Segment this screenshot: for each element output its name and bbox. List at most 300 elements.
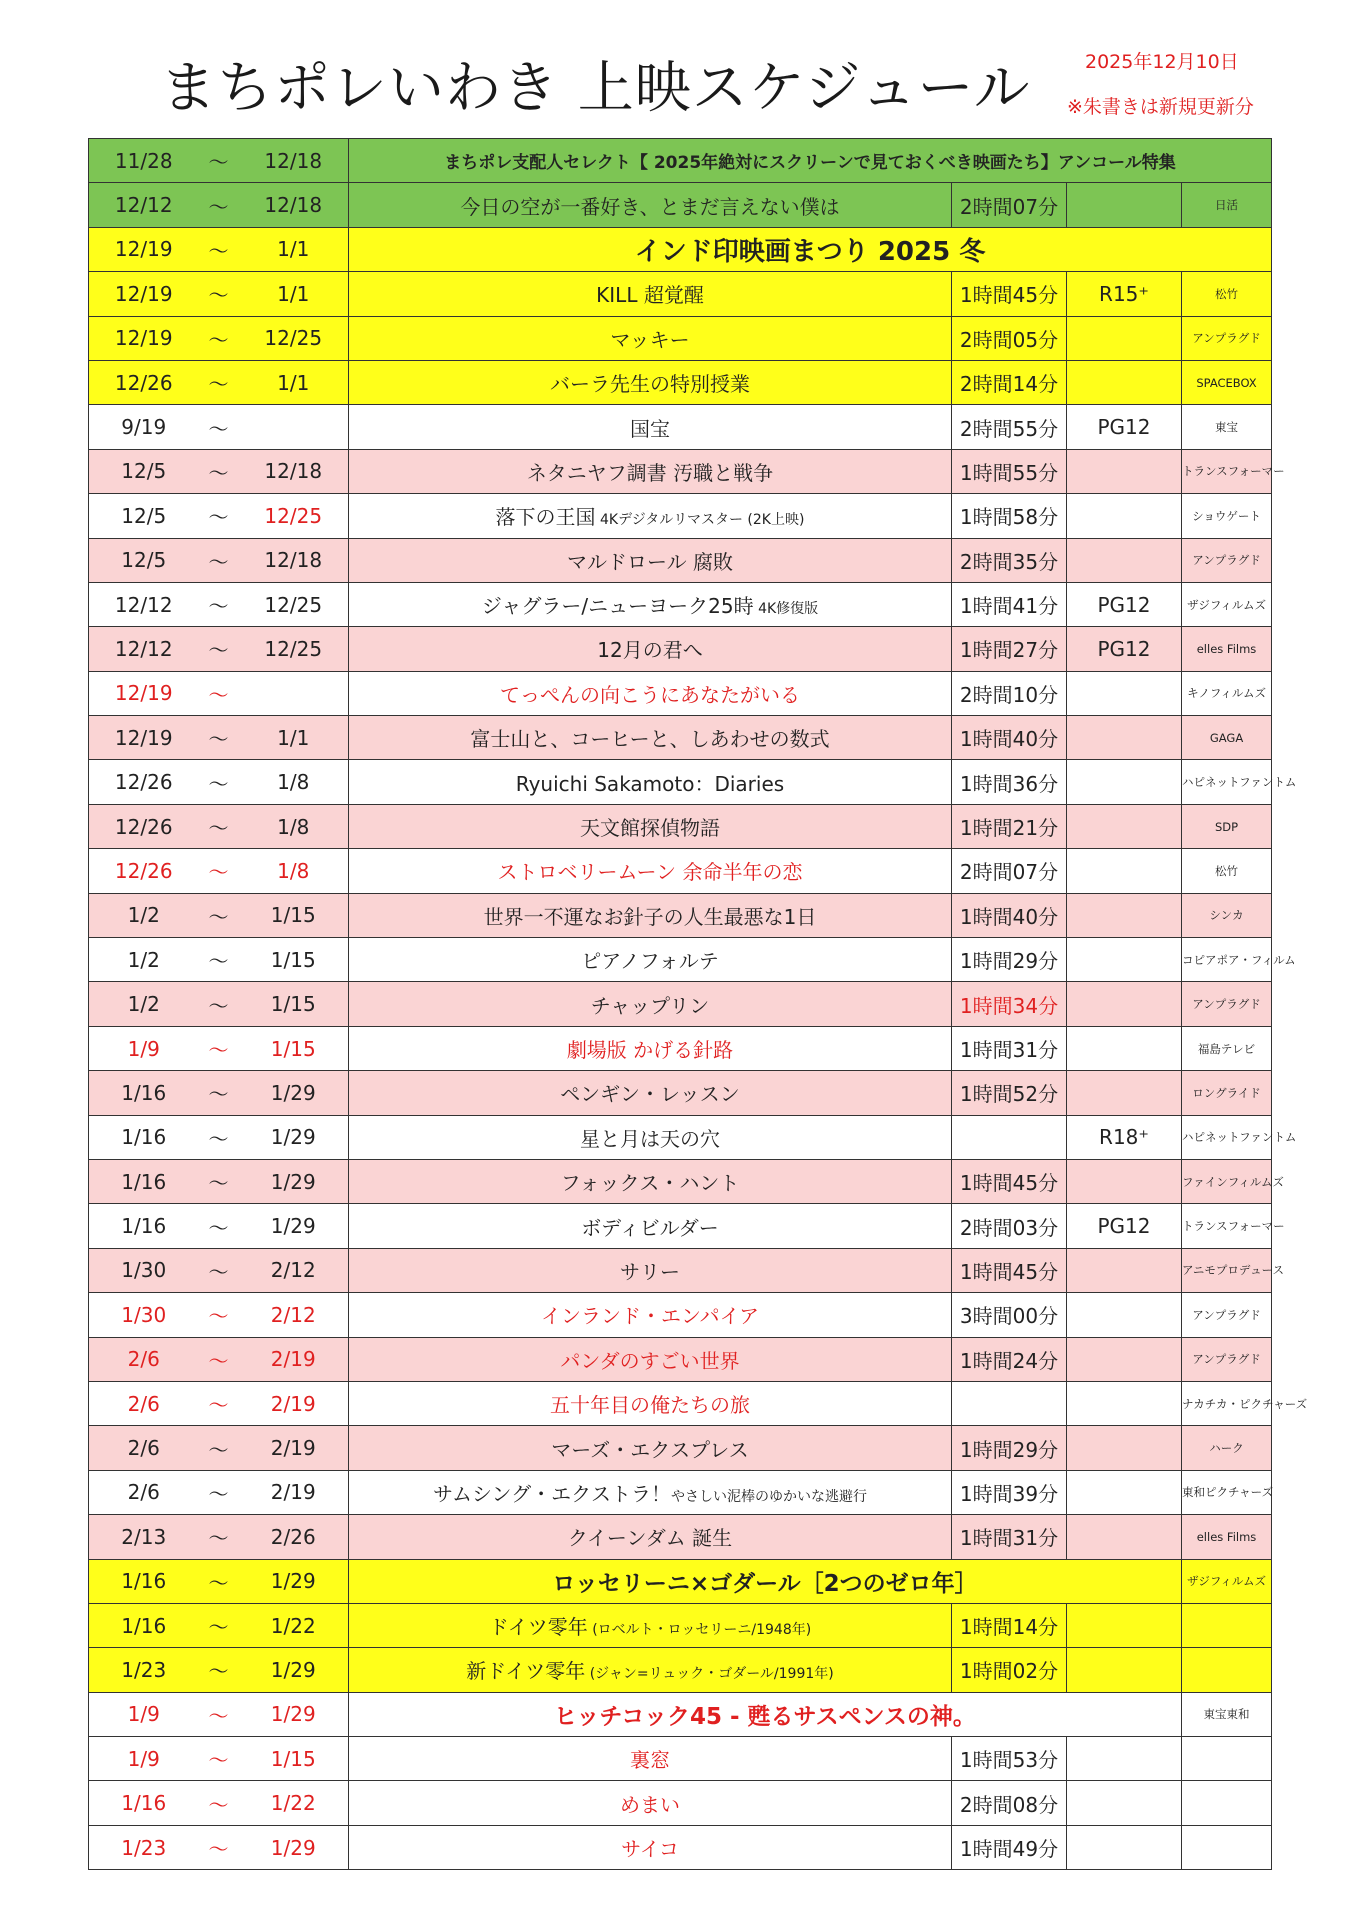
rating xyxy=(1067,1603,1182,1647)
schedule-row xyxy=(89,938,1272,982)
start-date: 12/26 xyxy=(89,360,199,404)
schedule-row xyxy=(89,1781,1272,1825)
schedule-row xyxy=(89,183,1272,227)
range-tilde: ～ xyxy=(199,139,239,183)
start-date: 12/26 xyxy=(89,760,199,804)
film-title-text: パンダのすごい世界 xyxy=(560,1348,740,1373)
end-date xyxy=(239,405,349,449)
schedule-row xyxy=(89,1603,1272,1647)
rating xyxy=(1067,1781,1182,1825)
film-title xyxy=(349,804,952,848)
film-title-text: 五十年目の俺たちの旅 xyxy=(550,1393,750,1418)
schedule-row xyxy=(89,1204,1272,1248)
film-title-text: ストロベリームーン 余命半年の恋 xyxy=(497,860,803,885)
distributor: ハピネットファントム xyxy=(1182,760,1272,804)
distributor: 東宝 xyxy=(1182,405,1272,449)
range-tilde: ～ xyxy=(199,804,239,848)
rating xyxy=(1067,1293,1182,1337)
film-title-note: 4Kデジタルリマスター (2K上映) xyxy=(595,512,805,529)
running-time: 1時間52分 xyxy=(952,1071,1067,1115)
film-title xyxy=(349,982,952,1026)
range-tilde: ～ xyxy=(199,272,239,316)
start-date: 1/2 xyxy=(89,893,199,937)
distributor: シンカ xyxy=(1182,893,1272,937)
range-tilde: ～ xyxy=(199,1381,239,1425)
distributor: アンプラグド xyxy=(1182,1337,1272,1381)
schedule-row xyxy=(89,449,1272,493)
start-date: 1/9 xyxy=(89,1692,199,1736)
range-tilde: ～ xyxy=(199,405,239,449)
range-tilde: ～ xyxy=(199,1204,239,1248)
film-title-text: Ryuichi Sakamoto：Diaries xyxy=(515,771,785,796)
start-date: 12/26 xyxy=(89,804,199,848)
film-title-text: サリー xyxy=(620,1259,680,1284)
running-time: 2時間05分 xyxy=(952,316,1067,360)
schedule-row xyxy=(89,1648,1272,1692)
film-title xyxy=(349,360,952,404)
schedule-row xyxy=(89,1337,1272,1381)
distributor: 松竹 xyxy=(1182,849,1272,893)
range-tilde: ～ xyxy=(199,1737,239,1781)
film-title xyxy=(349,227,1272,271)
range-tilde: ～ xyxy=(199,938,239,982)
end-date: 1/8 xyxy=(239,760,349,804)
range-tilde: ～ xyxy=(199,1248,239,1292)
running-time: 1時間14分 xyxy=(952,1603,1067,1647)
film-title-text: ジャグラー/ニューヨーク25時 xyxy=(481,594,754,619)
running-time: 1時間49分 xyxy=(952,1825,1067,1869)
rating: PG12 xyxy=(1067,1204,1182,1248)
start-date: 2/13 xyxy=(89,1515,199,1559)
rating xyxy=(1067,538,1182,582)
film-title-note: 4K修復版 xyxy=(753,601,819,618)
rating xyxy=(1067,494,1182,538)
start-date: 1/16 xyxy=(89,1559,199,1603)
film-title xyxy=(349,272,952,316)
film-title xyxy=(349,1026,952,1070)
film-title xyxy=(349,1470,952,1514)
rating: PG12 xyxy=(1067,582,1182,626)
film-title xyxy=(349,893,952,937)
film-title-text: マッキー xyxy=(610,327,690,352)
distributor: GAGA xyxy=(1182,716,1272,760)
film-title-text: マルドロール 腐敗 xyxy=(567,549,733,574)
distributor: アンプラグド xyxy=(1182,316,1272,360)
range-tilde: ～ xyxy=(199,494,239,538)
page-title: まちポレいわき 上映スケジュール xyxy=(160,56,1031,121)
running-time: 1時間41分 xyxy=(952,582,1067,626)
running-time: 1時間21分 xyxy=(952,804,1067,848)
distributor: アンプラグド xyxy=(1182,1293,1272,1337)
film-title xyxy=(349,1115,952,1159)
distributor: アンプラグド xyxy=(1182,982,1272,1026)
end-date: 1/29 xyxy=(239,1159,349,1203)
start-date: 2/6 xyxy=(89,1426,199,1470)
start-date: 1/2 xyxy=(89,938,199,982)
running-time xyxy=(952,1381,1067,1425)
film-title-text: 世界一不運なお針子の人生最悪な1日 xyxy=(483,904,817,929)
film-title-text: てっぺんの向こうにあなたがいる xyxy=(500,682,800,707)
schedule-row xyxy=(89,1071,1272,1115)
film-title-text: マーズ・エクスプレス xyxy=(551,1437,749,1462)
rating: PG12 xyxy=(1067,627,1182,671)
rating xyxy=(1067,1515,1182,1559)
film-title-note: やさしい泥棒のゆかいな逃避行 xyxy=(670,1488,867,1505)
film-title xyxy=(349,627,952,671)
film-title xyxy=(349,1204,952,1248)
film-title xyxy=(349,139,1272,183)
end-date: 1/15 xyxy=(239,938,349,982)
start-date: 2/6 xyxy=(89,1470,199,1514)
running-time: 1時間58分 xyxy=(952,494,1067,538)
start-date: 1/16 xyxy=(89,1603,199,1647)
schedule-row xyxy=(89,760,1272,804)
range-tilde: ～ xyxy=(199,582,239,626)
running-time: 1時間39分 xyxy=(952,1470,1067,1514)
schedule-row xyxy=(89,1381,1272,1425)
film-title xyxy=(349,1515,952,1559)
film-title-text: 天文館探偵物語 xyxy=(580,816,720,841)
distributor: 東和ピクチャーズ xyxy=(1182,1470,1272,1514)
end-date: 1/29 xyxy=(239,1648,349,1692)
end-date: 12/25 xyxy=(239,627,349,671)
distributor: キノフィルムズ xyxy=(1182,671,1272,715)
distributor: ハピネットファントム xyxy=(1182,1115,1272,1159)
rating: R15⁺ xyxy=(1067,272,1182,316)
schedule-row xyxy=(89,1515,1272,1559)
range-tilde: ～ xyxy=(199,1293,239,1337)
running-time: 2時間08分 xyxy=(952,1781,1067,1825)
film-title xyxy=(349,1825,952,1869)
running-time: 2時間03分 xyxy=(952,1204,1067,1248)
start-date: 12/12 xyxy=(89,582,199,626)
range-tilde: ～ xyxy=(199,538,239,582)
end-date: 1/15 xyxy=(239,982,349,1026)
schedule-row xyxy=(89,1026,1272,1070)
start-date: 1/2 xyxy=(89,982,199,1026)
start-date: 9/19 xyxy=(89,405,199,449)
film-title-note: (ロベルト・ロッセリーニ/1948年) xyxy=(587,1622,812,1639)
range-tilde: ～ xyxy=(199,1515,239,1559)
running-time: 2時間07分 xyxy=(952,849,1067,893)
start-date: 1/16 xyxy=(89,1115,199,1159)
distributor: 日活 xyxy=(1182,183,1272,227)
distributor: ロングライド xyxy=(1182,1071,1272,1115)
schedule-row xyxy=(89,1692,1272,1736)
schedule-row xyxy=(89,671,1272,715)
film-title xyxy=(349,716,952,760)
start-date: 1/16 xyxy=(89,1781,199,1825)
distributor xyxy=(1182,1737,1272,1781)
running-time: 1時間45分 xyxy=(952,272,1067,316)
start-date: 12/5 xyxy=(89,494,199,538)
running-time: 1時間29分 xyxy=(952,1426,1067,1470)
range-tilde: ～ xyxy=(199,1159,239,1203)
range-tilde: ～ xyxy=(199,1559,239,1603)
distributor: ファインフィルムズ xyxy=(1182,1159,1272,1203)
film-title xyxy=(349,1559,1182,1603)
start-date: 12/19 xyxy=(89,671,199,715)
film-title-text: サイコ xyxy=(621,1837,679,1862)
start-date: 1/23 xyxy=(89,1648,199,1692)
film-title xyxy=(349,183,952,227)
range-tilde: ～ xyxy=(199,893,239,937)
rating xyxy=(1067,183,1182,227)
schedule-row xyxy=(89,1159,1272,1203)
distributor: ハーク xyxy=(1182,1426,1272,1470)
end-date: 1/15 xyxy=(239,1737,349,1781)
rating xyxy=(1067,938,1182,982)
running-time: 2時間35分 xyxy=(952,538,1067,582)
end-date: 12/25 xyxy=(239,494,349,538)
range-tilde: ～ xyxy=(199,982,239,1026)
film-title-text: 今日の空が一番好き、とまだ言えない僕は xyxy=(460,194,840,219)
schedule-row xyxy=(89,1470,1272,1514)
end-date: 2/19 xyxy=(239,1470,349,1514)
distributor: SPACEBOX xyxy=(1182,360,1272,404)
distributor xyxy=(1182,1603,1272,1647)
distributor xyxy=(1182,1781,1272,1825)
end-date: 1/8 xyxy=(239,849,349,893)
range-tilde: ～ xyxy=(199,1648,239,1692)
end-date: 1/29 xyxy=(239,1071,349,1115)
end-date: 12/18 xyxy=(239,449,349,493)
distributor: ザジフィルムズ xyxy=(1182,582,1272,626)
film-title xyxy=(349,449,952,493)
range-tilde: ～ xyxy=(199,316,239,360)
schedule-row xyxy=(89,139,1272,183)
film-title xyxy=(349,1603,952,1647)
distributor: 福島テレビ xyxy=(1182,1026,1272,1070)
running-time: 1時間29分 xyxy=(952,938,1067,982)
start-date: 1/23 xyxy=(89,1825,199,1869)
range-tilde: ～ xyxy=(199,1825,239,1869)
range-tilde: ～ xyxy=(199,849,239,893)
film-title-text: クイーンダム 誕生 xyxy=(567,1526,733,1551)
range-tilde: ～ xyxy=(199,1026,239,1070)
distributor: ザジフィルムズ xyxy=(1182,1559,1272,1603)
running-time: 1時間02分 xyxy=(952,1648,1067,1692)
schedule-row xyxy=(89,1426,1272,1470)
start-date: 12/19 xyxy=(89,716,199,760)
film-title-text: 落下の王国 xyxy=(495,505,596,530)
film-title-text: 劇場版 かげる針路 xyxy=(566,1038,734,1062)
film-title xyxy=(349,582,952,626)
film-title xyxy=(349,938,952,982)
film-title-text: 星と月は天の穴 xyxy=(580,1126,720,1151)
distributor: アンプラグド xyxy=(1182,538,1272,582)
film-title-text: めまい xyxy=(620,1792,680,1817)
running-time: 1時間34分 xyxy=(952,982,1067,1026)
rating xyxy=(1067,449,1182,493)
film-title-text: サムシング・エクストラ！ xyxy=(433,1481,671,1506)
start-date: 12/5 xyxy=(89,449,199,493)
end-date: 1/29 xyxy=(239,1115,349,1159)
running-time: 1時間24分 xyxy=(952,1337,1067,1381)
film-title xyxy=(349,538,952,582)
distributor: トランスフォーマー xyxy=(1182,1204,1272,1248)
distributor: アニモプロデュース xyxy=(1182,1248,1272,1292)
schedule-row xyxy=(89,1293,1272,1337)
start-date: 2/6 xyxy=(89,1381,199,1425)
end-date xyxy=(239,671,349,715)
film-title xyxy=(349,1248,952,1292)
running-time: 1時間40分 xyxy=(952,893,1067,937)
schedule-row xyxy=(89,227,1272,271)
range-tilde: ～ xyxy=(199,360,239,404)
rating xyxy=(1067,1426,1182,1470)
film-title xyxy=(349,1648,952,1692)
running-time: 1時間40分 xyxy=(952,716,1067,760)
rating xyxy=(1067,1071,1182,1115)
end-date: 2/19 xyxy=(239,1381,349,1425)
range-tilde: ～ xyxy=(199,671,239,715)
running-time xyxy=(952,1115,1067,1159)
film-title-note: (ジャン=リュック・ゴダール/1991年) xyxy=(585,1666,834,1683)
running-time: 2時間10分 xyxy=(952,671,1067,715)
film-title-text: ボディビルダー xyxy=(581,1215,719,1240)
end-date: 12/18 xyxy=(239,183,349,227)
running-time: 2時間07分 xyxy=(952,183,1067,227)
range-tilde: ～ xyxy=(199,716,239,760)
range-tilde: ～ xyxy=(199,1337,239,1381)
range-tilde: ～ xyxy=(199,183,239,227)
range-tilde: ～ xyxy=(199,1426,239,1470)
schedule-row xyxy=(89,538,1272,582)
film-title-text: ロッセリーニ×ゴダール［2つのゼロ年］ xyxy=(552,1570,978,1597)
rating xyxy=(1067,1381,1182,1425)
rating xyxy=(1067,1248,1182,1292)
start-date: 12/5 xyxy=(89,538,199,582)
film-title-text: ピアノフォルテ xyxy=(581,949,719,974)
rating xyxy=(1067,1470,1182,1514)
end-date: 1/1 xyxy=(239,360,349,404)
range-tilde: ～ xyxy=(199,1692,239,1736)
running-time: 1時間45分 xyxy=(952,1248,1067,1292)
film-title-text: チャップリン xyxy=(590,993,710,1018)
rating xyxy=(1067,316,1182,360)
running-time: 1時間36分 xyxy=(952,760,1067,804)
start-date: 12/19 xyxy=(89,272,199,316)
rating: PG12 xyxy=(1067,405,1182,449)
rating xyxy=(1067,671,1182,715)
end-date: 12/25 xyxy=(239,316,349,360)
film-title xyxy=(349,1426,952,1470)
schedule-row xyxy=(89,360,1272,404)
start-date: 11/28 xyxy=(89,139,199,183)
rating xyxy=(1067,716,1182,760)
film-title xyxy=(349,316,952,360)
schedule-row xyxy=(89,582,1272,626)
end-date: 1/15 xyxy=(239,1026,349,1070)
range-tilde: ～ xyxy=(199,1781,239,1825)
film-title-text: ペンギン・レッスン xyxy=(560,1082,740,1107)
rating xyxy=(1067,982,1182,1026)
running-time: 1時間53分 xyxy=(952,1737,1067,1781)
running-time: 2時間14分 xyxy=(952,360,1067,404)
rating xyxy=(1067,1337,1182,1381)
rating xyxy=(1067,1159,1182,1203)
film-title xyxy=(349,405,952,449)
range-tilde: ～ xyxy=(199,227,239,271)
film-title xyxy=(349,849,952,893)
rating xyxy=(1067,360,1182,404)
running-time: 1時間55分 xyxy=(952,449,1067,493)
running-time: 1時間31分 xyxy=(952,1515,1067,1559)
distributor: トランスフォーマー xyxy=(1182,449,1272,493)
end-date: 1/8 xyxy=(239,804,349,848)
film-title xyxy=(349,1337,952,1381)
running-time: 2時間55分 xyxy=(952,405,1067,449)
rating xyxy=(1067,849,1182,893)
start-date: 1/16 xyxy=(89,1071,199,1115)
distributor: 東宝東和 xyxy=(1182,1692,1272,1736)
running-time: 3時間00分 xyxy=(952,1293,1067,1337)
schedule-table xyxy=(88,138,1308,1870)
start-date: 1/16 xyxy=(89,1159,199,1203)
film-title-text: インド印映画まつり 2025 冬 xyxy=(634,236,986,267)
start-date: 12/26 xyxy=(89,849,199,893)
schedule-row xyxy=(89,849,1272,893)
range-tilde: ～ xyxy=(199,1071,239,1115)
range-tilde: ～ xyxy=(199,1470,239,1514)
schedule-row xyxy=(89,1737,1272,1781)
start-date: 12/12 xyxy=(89,627,199,671)
distributor: elles Films xyxy=(1182,1515,1272,1559)
end-date: 1/22 xyxy=(239,1781,349,1825)
film-title-text: ヒッチコック45 - 甦るサスペンスの神。 xyxy=(554,1703,976,1730)
film-title xyxy=(349,1293,952,1337)
end-date: 1/15 xyxy=(239,893,349,937)
distributor xyxy=(1182,1825,1272,1869)
film-title-text: 裏窓 xyxy=(630,1748,670,1773)
end-date: 1/29 xyxy=(239,1559,349,1603)
start-date: 12/19 xyxy=(89,227,199,271)
schedule-row xyxy=(89,804,1272,848)
film-title-text: KILL 超覚醒 xyxy=(596,283,704,308)
end-date: 2/12 xyxy=(239,1248,349,1292)
distributor: ショウゲート xyxy=(1182,494,1272,538)
film-title xyxy=(349,1737,952,1781)
film-title-text: 新ドイツ零年 xyxy=(466,1659,586,1684)
start-date: 1/30 xyxy=(89,1248,199,1292)
range-tilde: ～ xyxy=(199,1603,239,1647)
distributor: ナカチカ・ピクチャーズ xyxy=(1182,1381,1272,1425)
range-tilde: ～ xyxy=(199,449,239,493)
rating xyxy=(1067,760,1182,804)
start-date: 12/19 xyxy=(89,316,199,360)
end-date: 2/26 xyxy=(239,1515,349,1559)
start-date: 1/9 xyxy=(89,1737,199,1781)
start-date: 2/6 xyxy=(89,1337,199,1381)
end-date: 1/29 xyxy=(239,1692,349,1736)
range-tilde: ～ xyxy=(199,760,239,804)
range-tilde: ～ xyxy=(199,1115,239,1159)
film-title-text: 富士山と、コーヒーと、しあわせの数式 xyxy=(470,727,830,752)
film-title xyxy=(349,1071,952,1115)
film-title xyxy=(349,760,952,804)
schedule-row xyxy=(89,1115,1272,1159)
rating xyxy=(1067,1825,1182,1869)
film-title-text: 国宝 xyxy=(630,416,670,441)
film-title xyxy=(349,1159,952,1203)
film-title xyxy=(349,1381,952,1425)
end-date: 1/1 xyxy=(239,272,349,316)
end-date: 12/25 xyxy=(239,582,349,626)
schedule-row xyxy=(89,893,1272,937)
schedule-row xyxy=(89,272,1272,316)
end-date: 1/29 xyxy=(239,1204,349,1248)
